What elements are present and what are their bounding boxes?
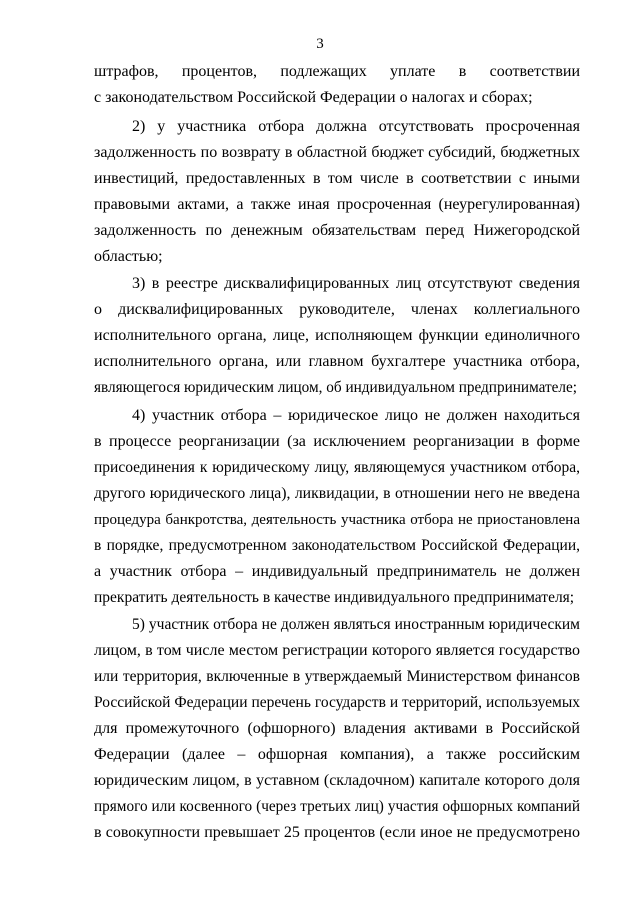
text-line: областью;	[94, 248, 163, 265]
text-line: лицом, в том числе местом регистрации которого является государство	[94, 642, 580, 659]
page-number: 3	[316, 36, 324, 52]
text-line: исполнительного органа, лице, исполняющем функции единоличного	[94, 327, 580, 344]
text-line: а участник отбора – индивидуальный предприниматель не должен	[94, 563, 580, 580]
text-line: Федерации (далее – офшорная компания), а также российским	[94, 746, 580, 763]
text-line: процедура банкротства, деятельность участника отбора не приостановлена	[94, 512, 580, 528]
text-line: другого юридического лица), ликвидации, в отношении него не введена	[94, 485, 580, 502]
text-line: 4) участник отбора – юридическое лицо не должен находиться	[132, 407, 580, 424]
text-line: правовыми актами, а также иная просроченная (неурегулированная)	[94, 196, 580, 213]
text-line: с законодательством Российской Федерации о налогах и сборах;	[94, 89, 533, 106]
text-line: прямого или косвенного (через третьих лиц) участия офшорных компаний	[94, 798, 580, 815]
text-line: в порядке, предусмотренном законодательством Российской Федерации,	[94, 537, 580, 554]
text-line: или территория, включенные в утверждаемый Министерством финансов	[94, 668, 580, 685]
text-line: исполнительного органа, или главном бухгалтере участника отбора,	[94, 353, 580, 370]
text-line: присоединения к юридическому лицу, являющемуся участником отбора,	[94, 459, 580, 476]
text-line: 5) участник отбора не должен являться иностранным юридическим	[132, 616, 580, 633]
text-line: инвестиций, предоставленных в том числе в соответствии с иными	[94, 170, 580, 187]
text-line: задолженность по возврату в областной бюджет субсидий, бюджетных	[94, 144, 580, 161]
text-line: для промежуточного (офшорного) владения активами в Российской	[94, 720, 580, 737]
text-line: прекратить деятельность в качестве индивидуального предпринимателя;	[94, 589, 575, 606]
text-line: в совокупности превышает 25 процентов (если иное не предусмотрено	[94, 824, 580, 841]
text-line: юридическим лицом, в уставном (складочном) капитале которого доля	[94, 772, 580, 789]
text-line: 2) у участника отбора должна отсутствовать просроченная	[132, 118, 580, 135]
text-line: являющегося юридическим лицом, об индивидуальном предпринимателе;	[94, 379, 578, 396]
text-line: задолженность по денежным обязательствам перед Нижегородской	[94, 222, 580, 239]
text-line: Российской Федерации перечень государств и территорий, используемых	[94, 694, 580, 711]
text-line: о дисквалифицированных руководителе, членах коллегиального	[94, 301, 580, 318]
text-line: в процессе реорганизации (за исключением реорганизации в форме	[94, 433, 580, 450]
text-line: штрафов, процентов, подлежащих уплате в соответствии	[94, 63, 580, 80]
text-line: 3) в реестре дисквалифицированных лиц отсутствуют сведения	[132, 275, 580, 292]
